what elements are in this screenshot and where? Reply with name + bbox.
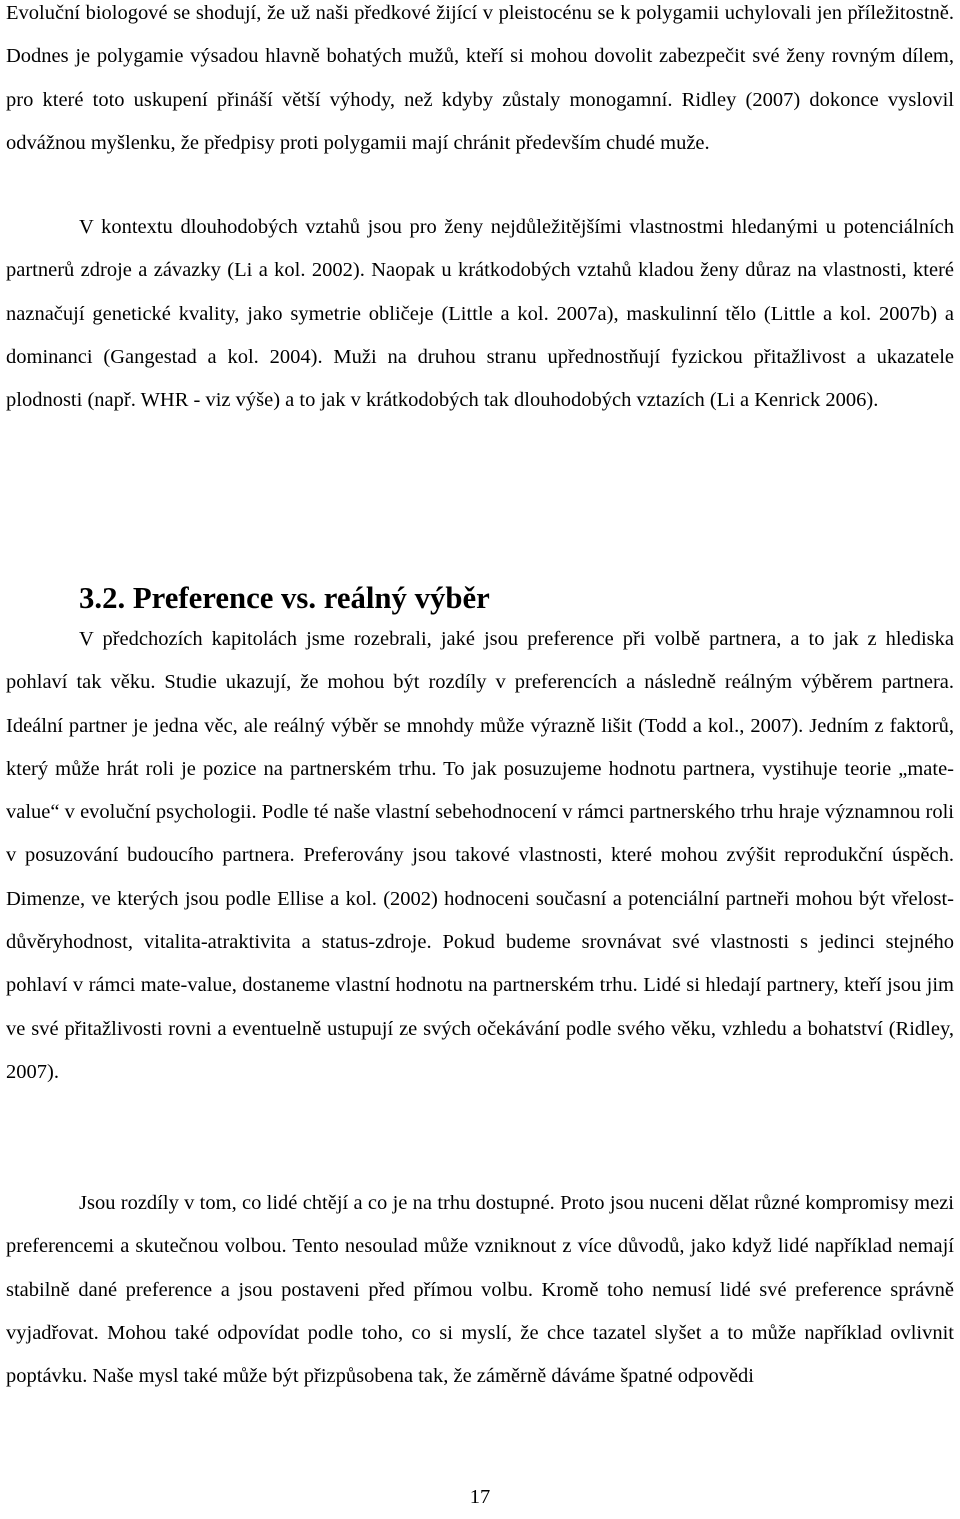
paragraph-compromises: Jsou rozdíly v tom, co lidé chtějí a co je na trhu dostupné. Proto jsou nuceni dělat různé kompromisy mezi preferencemi a skutečnou volbou. Tento nesoulad může vzniknout z více důvodů, jako když lidé například nemají stabilně dané preference a jsou postaveni před přímou volbu. Kromě toho nemusí lidé své preference správně vyjadřovat. Mohou také odpovídat podle toho, co si myslí, že chce tazatel slyšet a to může například ovlivnit poptávku. Naše mysl také může být přizpůsobena tak, že záměrně dáváme špatné odpovědi [6,1192,954,1388]
paragraph-polygamy: Evoluční biologové se shodují, že už naši předkové žijící v pleistocénu se k polygamii uchylovali jen příležitostně. Dodnes je polygamie výsadou hlavně bohatých mužů, kteří si mohou dovolit zabezpečit své ženy rovným dílem, pro které toto uskupení přináší větší výhody, než kdyby zůstaly monogamní. Ridley (2007) dokonce vyslovil odvážnou myšlenku, že předpisy proti polygamii mají chránit především chudé muže. [6,2,954,154]
paragraph-relationship-preferences: V kontextu dlouhodobých vztahů jsou pro ženy nejdůležitějšími vlastnostmi hledanými u potenciálních partnerů zdroje a závazky (Li a kol. 2002). Naopak u krátkodobých vztahů kladou ženy důraz na vlastnosti, které naznačují genetické kvality, jako symetrie obličeje (Little a kol. 2007a), maskulinní tělo (Little a kol. 2007b) a dominanci (Gangestad a kol. 2004). Muži na druhou stranu upřednostňují fyzickou přitažlivost a ukazatele plodnosti (např. WHR - viz výše) a to jak v krátkodobých tak dlouhodobých vztazích (Li a Kenrick 2006). [6,216,954,412]
section-heading: 3.2. Preference vs. reálný výběr [79,581,490,615]
document-page [6,0,954,1509]
page-number: 17 [469,1486,491,1508]
paragraph-mate-value: V předchozích kapitolách jsme rozebrali, jaké jsou preference při volbě partnera, a to jak z hlediska pohlaví tak věku. Studie ukazují, že mohou být rozdíly v preferencích a následně reálným výběrem partnera. Ideální partner je jedna věc, ale reálný výběr se mnohdy může výrazně lišit (Todd a kol., 2007). Jedním z faktorů, který může hrát roli je pozice na partnerském trhu. To jak posuzujeme hodnotu partnera, vystihuje teorie „mate-value“ v evoluční psychologii. Podle té naše vlastní sebehodnocení v rámci partnerského trhu hraje významnou roli v posuzování budoucího partnera. Preferovány jsou takové vlastnosti, které mohou zvýšit reprodukční úspěch. Dimenze, ve kterých jsou podle Ellise a kol. (2002) hodnoceni současní a potenciální partneři mohou být vřelost-důvěryhodnost, vitalita-atraktivita a status-zdroje. Pokud budeme srovnávat své vlastnosti s jedinci stejného pohlaví v rámci mate-value, dostaneme vlastní hodnotu na partnerském trhu. Lidé si hledají partnery, kteří jsou jim ve své přitažlivosti rovni a eventuelně ustupují ze svých očekávání podle svého věku, vzhledu a bohatství (Ridley, 2007). [6,628,954,1083]
